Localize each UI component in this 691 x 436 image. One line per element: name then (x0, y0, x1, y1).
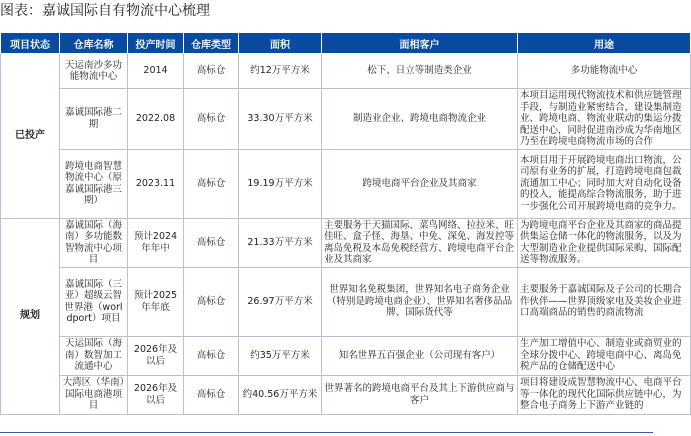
warehouse-type-cell: 高标仓 (184, 336, 239, 375)
table-row (1, 149, 691, 218)
warehouse-type-cell: 高标仓 (184, 54, 239, 89)
customers-cell: 知名世界五百强企业（公司现有客户） (322, 336, 518, 375)
start-time-cell: 2023.11 (128, 149, 184, 218)
area-cell: 约40.56万平方米 (239, 375, 322, 414)
header-start-time: 投产时间 (128, 33, 184, 54)
warehouse-name-cell: 嘉诚国际港二期 (60, 89, 128, 150)
area-cell: 约12万平方米 (239, 54, 322, 89)
status-cell: 已投产 (1, 54, 60, 219)
customers-cell: 制造业企业、跨境电商物流企业 (322, 89, 518, 150)
customers-cell: 世界知名免税集团，世界知名电子商务企业（特别是跨境电商企业）、世界知名奢侈品品牌、国际货代等 (322, 267, 518, 336)
warehouse-name-cell: 嘉诚国际（海南）多功能数智物流中心项目 (60, 218, 128, 267)
customers-cell: 主要服务于天猫国际、菜鸟网络、拉拉米、旺佳旺、盒子怪、海垦、中免、深免、海发控等离岛免税及本岛免税经营方、跨境电商平台企业及其商家 (322, 218, 518, 267)
start-time-cell: 预计2025年年底 (128, 267, 184, 336)
purpose-cell: 多功能物流中心 (518, 54, 691, 89)
customers-cell: 松下、日立等制造类企业 (322, 54, 518, 89)
bottom-rule (0, 432, 653, 433)
customers-cell: 跨境电商平台企业及其商家 (322, 149, 518, 218)
figure-title: 图表：嘉诚国际自有物流中心梳理 (0, 3, 210, 19)
area-cell: 33.30万平方米 (239, 89, 322, 150)
table-header-row (1, 33, 691, 54)
table-row (1, 54, 691, 89)
table-row (1, 218, 691, 267)
area-cell: 21.33万平方米 (239, 218, 322, 267)
area-cell: 19.19万平方米 (239, 149, 322, 218)
warehouse-type-cell: 高标仓 (184, 267, 239, 336)
purpose-cell: 为跨境电商平台企业及其商家的商品提供集运仓储一体化的物流服务，以及为大型制造业企业提供国际采购、国际配送等物流服务。 (518, 218, 691, 267)
area-cell: 26.97万平方米 (239, 267, 322, 336)
warehouse-name-cell: 天运国际（海南）数智加工流通中心 (60, 336, 128, 375)
table-row (1, 336, 691, 375)
area-cell: 约35万平方米 (239, 336, 322, 375)
status-cell: 规划 (1, 218, 60, 414)
logistics-centers-table (0, 32, 691, 415)
table-row (1, 89, 691, 150)
header-customers: 面相客户 (322, 33, 518, 54)
header-status: 项目状态 (1, 33, 60, 54)
header-area: 面积 (239, 33, 322, 54)
warehouse-type-cell: 高标仓 (184, 149, 239, 218)
logistics-table-wrapper (0, 32, 682, 415)
start-time-cell: 2026年及以后 (128, 375, 184, 414)
purpose-cell: 本项目用于开展跨境电商出口物流，公司原有业务的扩展，打造跨境电商包裁流通加工中心；同时加大对自动化设备的投入，能提高综合物流服务，助于进一步强化公司开展跨境电商的竞争力。 (518, 149, 691, 218)
start-time-cell: 2014 (128, 54, 184, 89)
purpose-cell: 项目将建设成智慧物流中心、电商平台等一体化的现代化国际供应链中心，为整合电子商务上下游产业链的 (518, 375, 691, 414)
warehouse-type-cell: 高标仓 (184, 89, 239, 150)
warehouse-type-cell: 高标仓 (184, 375, 239, 414)
header-warehouse-name: 仓库名称 (60, 33, 128, 54)
purpose-cell: 主要服务于嘉诚国际及子公司的长期合作伙伴——世界顶级家电及美妆企业进口高端商品的销售的商流物流 (518, 267, 691, 336)
start-time-cell: 2022.08 (128, 89, 184, 150)
table-row (1, 375, 691, 414)
warehouse-name-cell: 跨境电商智慧物流中心（原嘉诚国际港三期） (60, 149, 128, 218)
purpose-cell: 本项目运用现代物流技术和供应链管理手段，与制造业紧密结合，建设集制造业、跨境电商、物流业联动的集运分拨配送中心，同时促进南沙成为华南地区乃至在跨境电商物流市场的合作 (518, 89, 691, 150)
warehouse-name-cell: 大湾区（华南）国际电商港项目 (60, 375, 128, 414)
customers-cell: 世界著名的跨境电商平台及其上下游供应商与客户 (322, 375, 518, 414)
warehouse-name-cell: 天运南沙多功能物流中心 (60, 54, 128, 89)
header-warehouse-type: 仓库类型 (184, 33, 239, 54)
table-row (1, 267, 691, 336)
start-time-cell: 2026年及以后 (128, 336, 184, 375)
warehouse-name-cell: 嘉诚国际（三亚）超级云智世界港（worldport）项目 (60, 267, 128, 336)
header-purpose: 用途 (518, 33, 691, 54)
start-time-cell: 预计2024年年中 (128, 218, 184, 267)
purpose-cell: 生产加工增值中心、制造业或商贸业的全球分拨中心、跨境电商中心、离岛免税产品的仓储配送中心 (518, 336, 691, 375)
warehouse-type-cell: 高标仓 (184, 218, 239, 267)
